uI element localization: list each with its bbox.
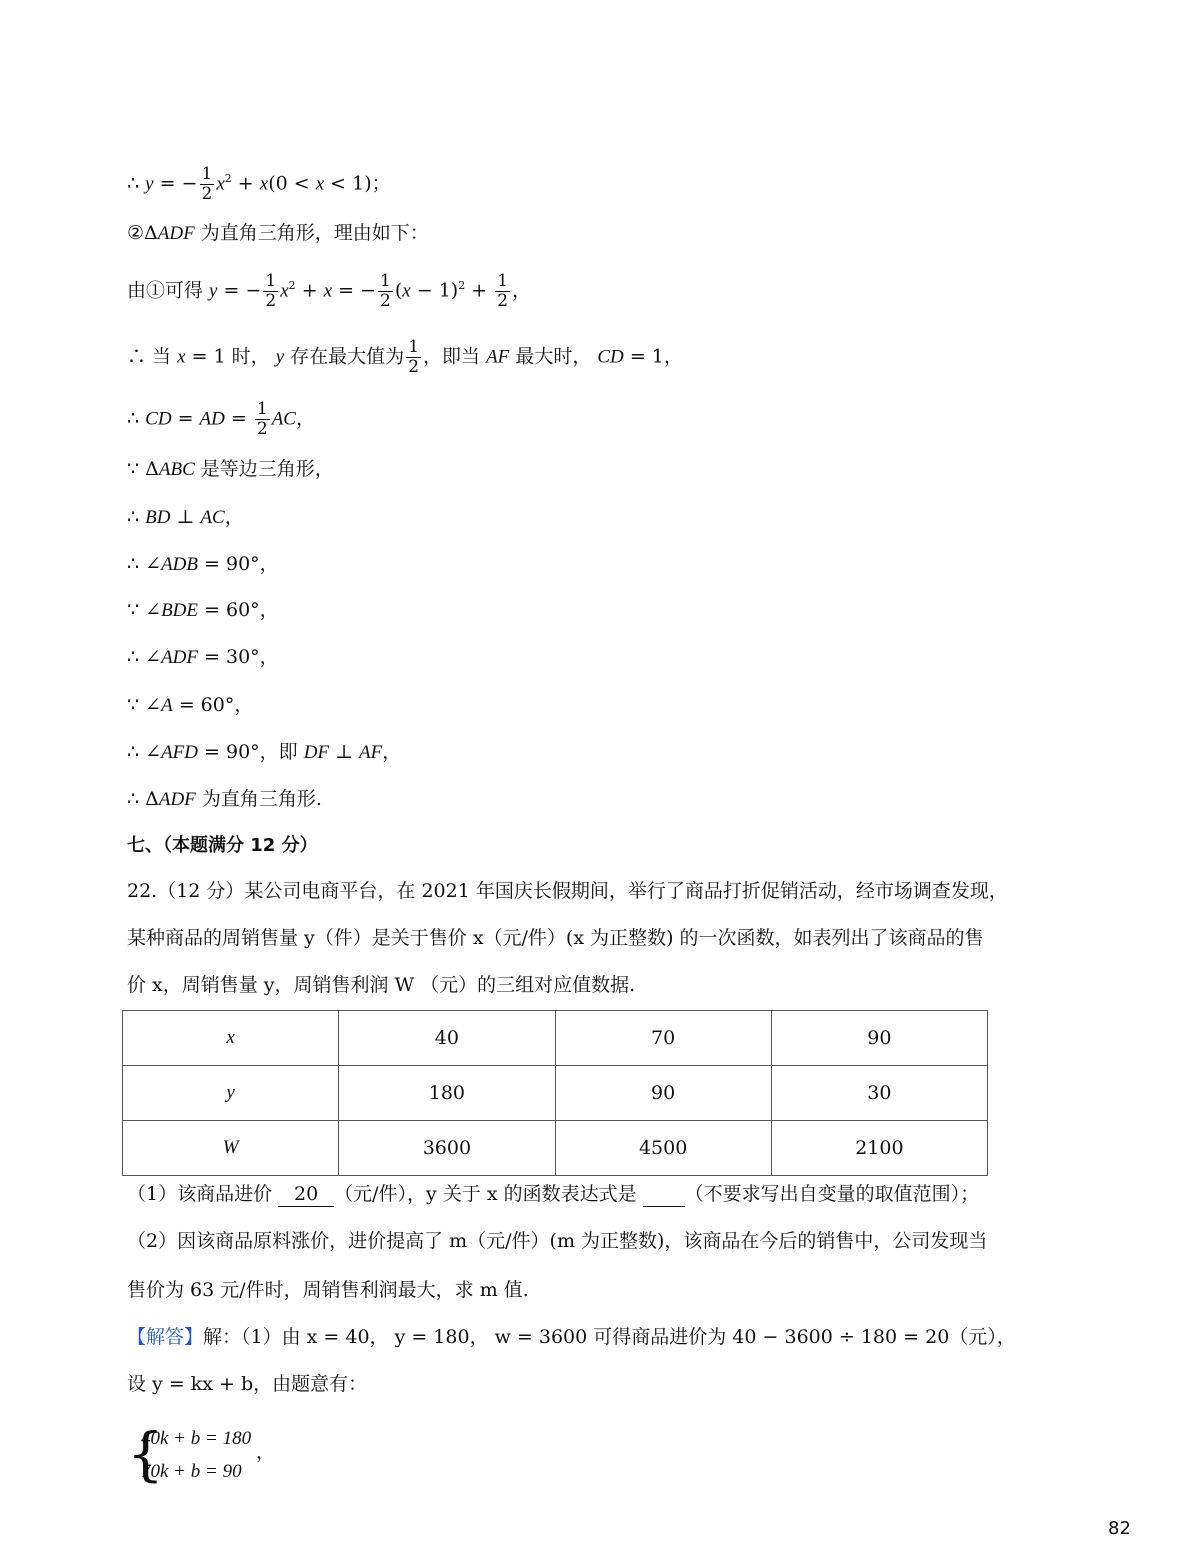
table-cell: 4500 <box>555 1121 771 1176</box>
equation-2: 70k + b = 90 <box>141 1461 242 1482</box>
table-cell: W <box>123 1121 339 1176</box>
problem-line-2: 某种商品的周销售量 y（件）是关于售价 x（元/件）(x 为正整数) 的一次函数，如表列出了该商品的售 <box>127 927 984 949</box>
derivation-line-2: ②ΔADF 为直角三角形，理由如下： <box>127 222 429 244</box>
solution-line-2: 设 y = kx + b，由题意有： <box>127 1373 368 1395</box>
table-cell: 90 <box>771 1011 987 1066</box>
derivation-line-5: ∴ CD = AD = $\frac{1}{2}$ AC， <box>127 399 315 439</box>
table-cell: 3600 <box>339 1121 555 1176</box>
derivation-line-7: ∴ BD ⊥ AC， <box>127 506 244 528</box>
section-heading: 七、（本题满分 12 分） <box>127 835 318 856</box>
derivation-line-11: ∵ ∠A = 60°， <box>127 694 254 716</box>
table-cell: y <box>123 1066 339 1121</box>
answer-blank-price: 20 <box>278 1182 334 1207</box>
value-table <box>122 1010 988 1176</box>
table-row <box>123 1121 988 1176</box>
system-brace: { <box>127 1420 164 1488</box>
answer-blank-function <box>643 1182 685 1207</box>
solution-tag: 【解答】 <box>127 1326 204 1348</box>
table-row <box>123 1011 988 1066</box>
derivation-line-13: ∴ ΔADF 为直角三角形. <box>127 788 322 810</box>
derivation-line-1: ∴ y = − $\frac{1}{2}$ $x^2 + x(0 < x < 1)$； <box>127 164 391 204</box>
derivation-line-4: ∴ 当 x = 1 时， y 存在最大值为 $\frac{1}{2}$ ，即当 AF 最大时， CD = 1， <box>127 337 683 377</box>
question-1: （1）该商品进价 20 （元/件），y 关于 x 的函数表达式是 （不要求写出自变量的取值范围）； <box>127 1183 980 1205</box>
solution-line-1: 【解答】解：（1）由 x = 40， y = 180， w = 3600 可得商品进价为 40 − 3600 ÷ 180 = 20（元）， <box>127 1326 1016 1348</box>
table-cell: 70 <box>555 1011 771 1066</box>
derivation-line-3: 由①可得 y = − $\frac{1}{2}$ $x^2 + x$ = − $\frac{1}{2}$ $(x - 1)^2$ + $\frac{1}{2}$ ， <box>127 271 532 311</box>
table-cell: x <box>123 1011 339 1066</box>
page-number: 82 <box>1108 1518 1131 1539</box>
table-row <box>123 1066 988 1121</box>
derivation-line-9: ∵ ∠BDE = 60°， <box>127 599 279 621</box>
derivation-line-10: ∴ ∠ADF = 30°， <box>127 646 279 668</box>
table-cell: 40 <box>339 1011 555 1066</box>
problem-line-3: 价 x，周销售量 y，周销售利润 W （元）的三组对应值数据. <box>127 974 636 996</box>
problem-line-1: 22.（12 分）某公司电商平台，在 2021 年国庆长假期间，举行了商品打折促销活动，经市场调查发现， <box>127 880 1008 902</box>
table-cell: 30 <box>771 1066 987 1121</box>
derivation-line-6: ∵ ΔABC 是等边三角形， <box>127 458 334 480</box>
table-cell: 90 <box>555 1066 771 1121</box>
derivation-line-12: ∴ ∠AFD = 90°，即 DF ⊥ AF， <box>127 741 402 763</box>
question-2-line-1: （2）因该商品原料涨价，进价提高了 m（元/件）(m 为正整数)，该商品在今后的销售中，公司发现当 <box>127 1230 988 1252</box>
fraction-half: $\frac{1}{2}$ <box>201 164 213 204</box>
equation-comma: ， <box>256 1441 276 1463</box>
question-2-line-2: 售价为 63 元/件时，周销售利润最大，求 m 值. <box>127 1279 529 1301</box>
derivation-line-8: ∴ ∠ADB = 90°， <box>127 553 279 575</box>
equation-1: 40k + b = 180 <box>141 1428 252 1449</box>
table-cell: 2100 <box>771 1121 987 1176</box>
table-cell: 180 <box>339 1066 555 1121</box>
